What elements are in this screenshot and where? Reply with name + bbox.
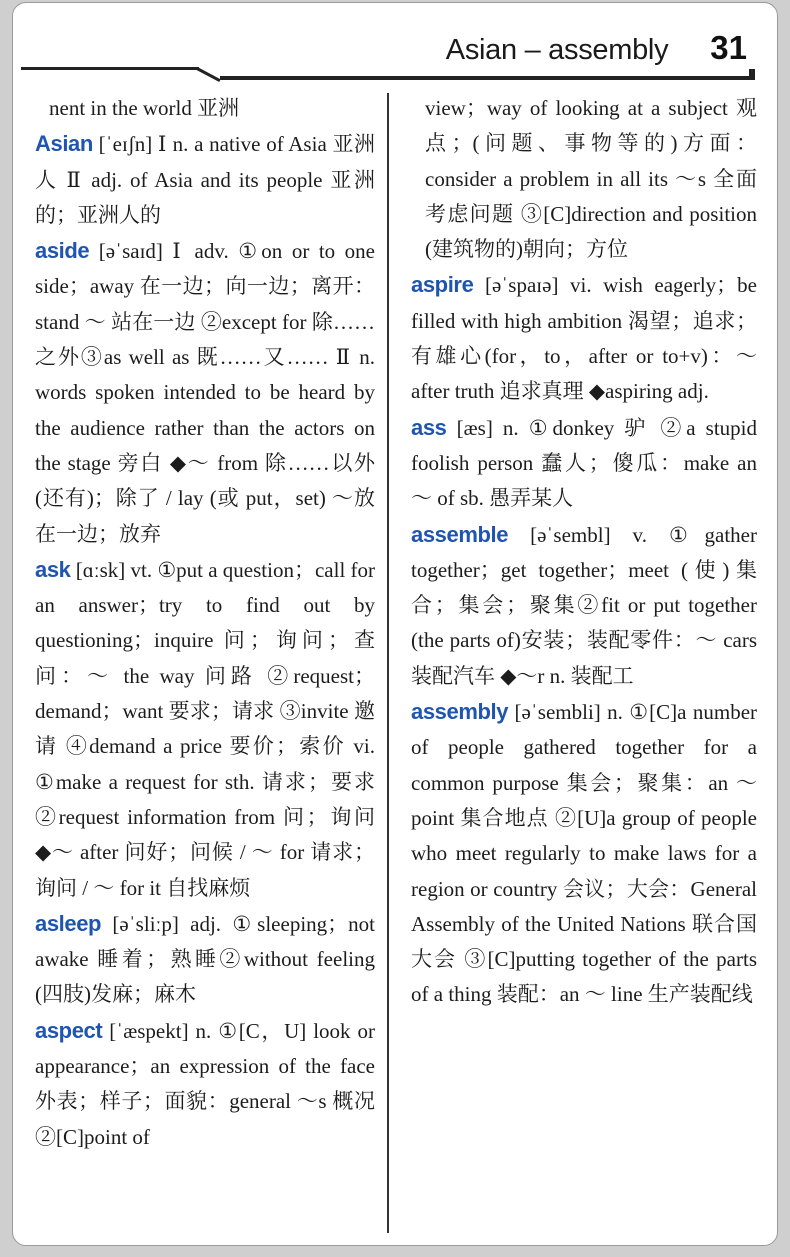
guide-words: Asian – assembly [445,34,669,66]
header-rule-right [220,76,753,80]
headword: aspect [35,1017,103,1043]
entry-ass [411,410,757,517]
continued-text: nent in the world 亚洲 [49,96,240,120]
dictionary-page [12,2,778,1246]
headword: ask [35,556,71,582]
left-column [35,91,375,1155]
definition: [ˈeɪʃn] Ⅰ n. a native of Asia 亚洲人 Ⅱ adj. of Asia and its people 亚洲的；亚洲人的 [35,132,375,227]
entry-ask [35,552,375,906]
header-rule-left [21,67,199,70]
definition: [əˈsembl] v. ①gather together；get together；meet (使)集合；集会；聚集②fit or put together (the parts of)安装；装配零件：～ cars 装配汽车 ◆～r n. 装配工 [411,522,757,688]
headword: aside [35,238,90,264]
entry-aspect [35,1013,375,1155]
headword: assembly [411,699,509,725]
definition: [ɑːsk] vt. ①put a question；call for an answer；try to find out by questioning；inquire 问；询问；查问：～ the way 问路 ②request；demand；want 要求；请求 ③invite 邀请 ④demand a price 要价；索价 vi. ①make a request for sth. 请求；要求②request information from 问；询问 ◆～ after 问好；问候 / ～ for 请求；询问 / ～ for it 自找麻烦 [35,557,376,900]
header-rule-slant [196,67,220,82]
entry-asian [35,126,375,233]
definition: [əˈspaɪə] vi. wish eagerly；be filled with high ambition 渴望；追求；有雄心(for，to，after or to+v)：～ after truth 追求真理 ◆aspiring adj. [411,273,757,404]
definition: [æs] n. ①donkey 驴 ②a stupid foolish person 蠢人；傻瓜：make an ～ of sb. 愚弄某人 [411,415,758,511]
definition: [əˈsliːp] adj. ①sleeping；not awake 睡着；熟睡②without feeling (四肢)发麻；麻木 [35,911,375,1007]
column-divider [387,93,389,1233]
definition: [ˈæspekt] n. ①[C，U] look or appearance；an expression of the face 外表；样子；面貌：general ～s 概况 ②[C]point of [35,1018,375,1149]
headword: ass [411,414,447,440]
entry-aside [35,233,375,552]
continued-text: view；way of looking at a subject 观点；(问题、事物等的)方面：consider a problem in all its ～s 全面考虑问题 ③[C]direction and position (建筑物的)朝向；方位 [425,96,757,262]
entry-aspire [411,267,757,409]
entry-asleep [35,906,375,1013]
page-number: 31 [710,29,747,66]
entry-assembly [411,694,757,1013]
headword: assemble [411,521,509,547]
definition: [əˈsaɪd] Ⅰ adv. ①on or to one side；away 在一边；向一边；离开：stand ～ 站在一边 ②except for 除……之外③as well as 既……又…… Ⅱ n. words spoken intended to be heard by the audience rather than the actors on the stage 旁白 ◆～ from 除……以外(还有)；除了 / lay (或 put，set) ～放在一边；放弃 [35,239,375,546]
headword: Asian [35,131,93,157]
headword: aspire [411,272,474,298]
headword: asleep [35,910,102,936]
definition: [əˈsembli] n. ①[C]a number of people gathered together for a common purpose 集会；聚集：an ～ point 集合地点 ②[U]a group of people who meet regularly to make laws for a region or country 会议；大会：General Assembly of the United Nations 联合国大会 ③[C]putting together of the parts of a thing 装配：an ～ line 生产装配线 [411,700,758,1007]
right-column [411,91,757,1013]
header-rule-cap [749,69,755,80]
page-header [446,29,747,67]
entry-assemble [411,517,757,694]
